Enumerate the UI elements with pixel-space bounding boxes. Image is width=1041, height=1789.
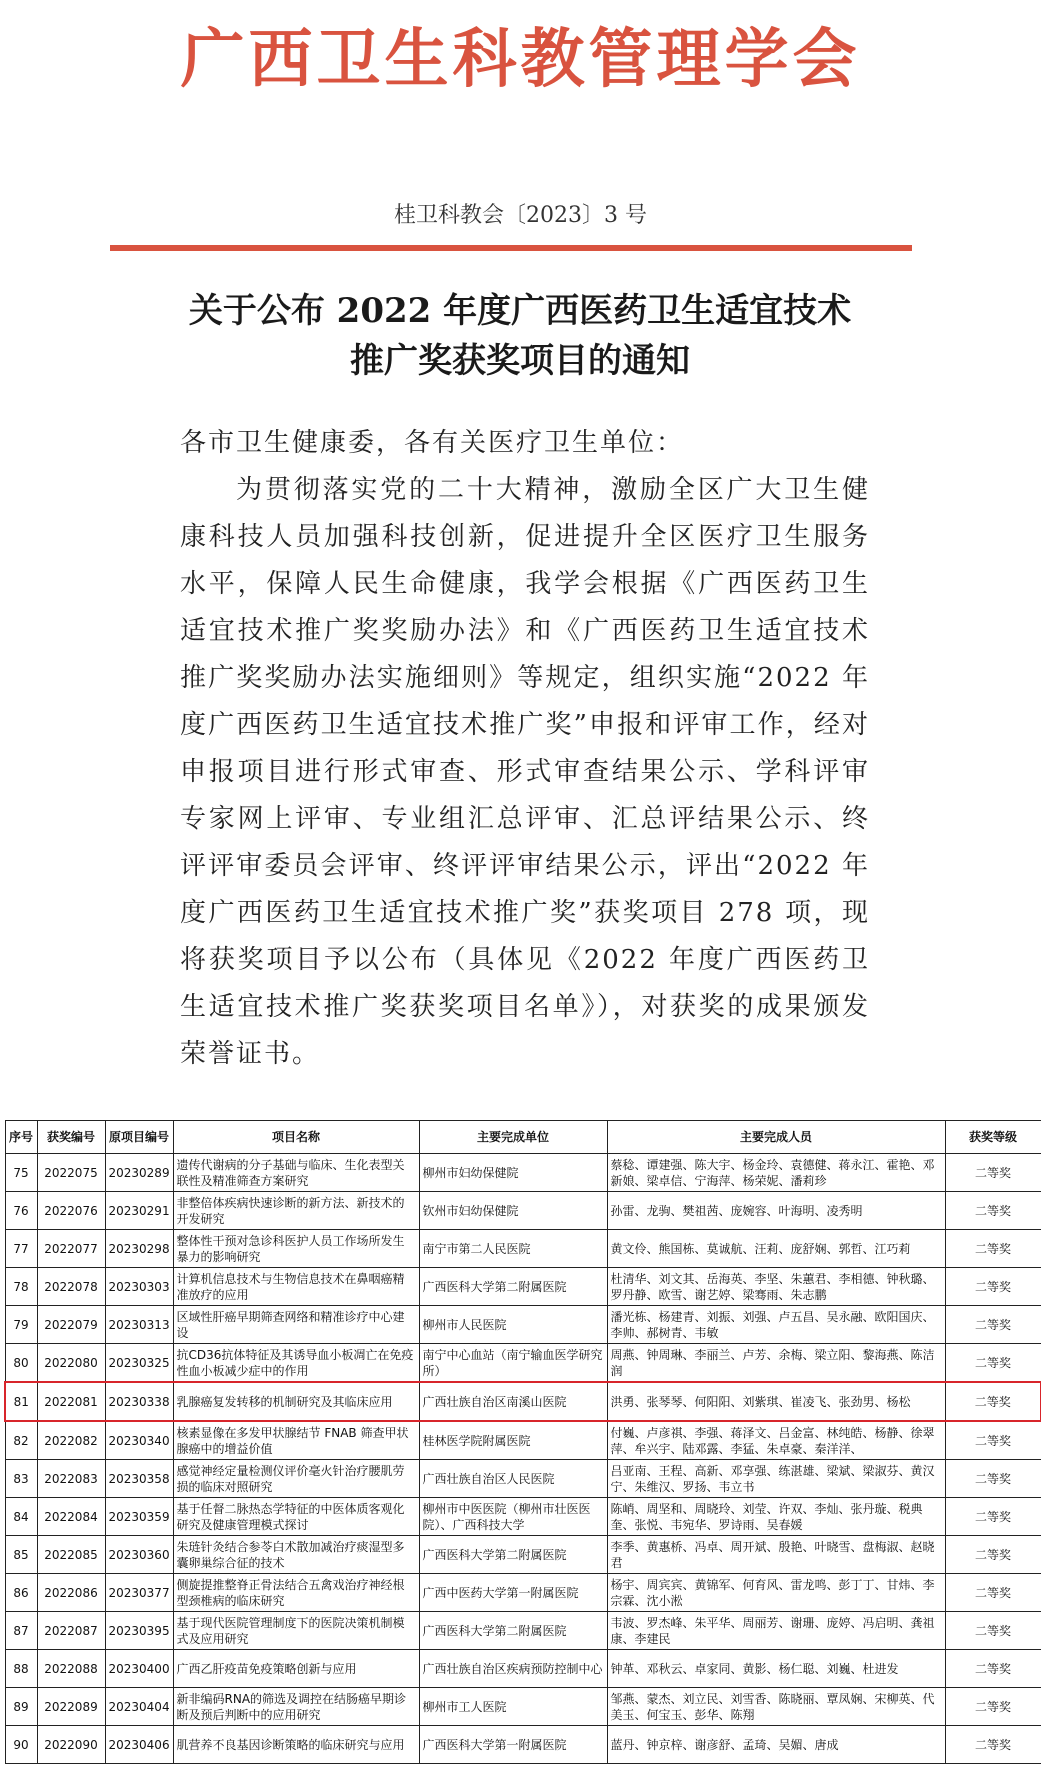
- cell-seq: 77: [5, 1230, 37, 1268]
- table-row: [5, 1192, 1041, 1230]
- cell-people: 吕亚南、王程、高新、邓享强、练湛雄、梁斌、梁淑芬、黄汉宁、朱维汉、罗扬、韦立书: [607, 1460, 945, 1498]
- cell-people: 蓝丹、钟京梓、谢彦舒、孟琦、吴媚、唐成: [607, 1726, 945, 1764]
- cell-people: 洪勇、张琴琴、何阳阳、刘紫琪、崔凌飞、张劲男、杨松: [607, 1382, 945, 1421]
- cell-award-no: 2022086: [37, 1574, 105, 1612]
- cell-orig-no: 20230289: [105, 1154, 173, 1192]
- cell-orig-no: 20230404: [105, 1688, 173, 1726]
- cell-orig-no: 20230303: [105, 1268, 173, 1306]
- cell-award-no: 2022082: [37, 1421, 105, 1460]
- header-orig-no: 原项目编号: [105, 1121, 173, 1154]
- cell-grade: 二等奖: [945, 1536, 1041, 1574]
- cell-award-no: 2022084: [37, 1498, 105, 1536]
- cell-grade: 二等奖: [945, 1460, 1041, 1498]
- cell-orig-no: 20230359: [105, 1498, 173, 1536]
- cell-unit: 广西医科大学第二附属医院: [419, 1268, 607, 1306]
- cell-people: 陈峭、周坚和、周晓玲、刘莹、许双、李灿、张丹璇、税典奎、张悦、韦宛华、罗诗雨、吴春媛: [607, 1498, 945, 1536]
- header-grade: 获奖等级: [945, 1121, 1041, 1154]
- cell-orig-no: 20230338: [105, 1382, 173, 1421]
- cell-people: 钟革、邓秋云、卓家同、黄影、杨仁聪、刘巍、杜进发: [607, 1650, 945, 1688]
- cell-project-name: 区域性肝癌早期筛查网络和精准诊疗中心建设: [173, 1306, 419, 1344]
- award-table: [4, 1120, 1041, 1764]
- cell-seq: 81: [5, 1382, 37, 1421]
- table-row: [5, 1726, 1041, 1764]
- cell-seq: 83: [5, 1460, 37, 1498]
- cell-unit: 广西医科大学第二附属医院: [419, 1536, 607, 1574]
- cell-seq: 90: [5, 1726, 37, 1764]
- cell-seq: 82: [5, 1421, 37, 1460]
- cell-unit: 广西壮族自治区人民医院: [419, 1460, 607, 1498]
- cell-unit: 柳州市人民医院: [419, 1306, 607, 1344]
- table-row: [5, 1230, 1041, 1268]
- cell-orig-no: 20230395: [105, 1612, 173, 1650]
- title-line-2: 推广奖获奖项目的通知: [350, 341, 690, 381]
- cell-grade: 二等奖: [945, 1650, 1041, 1688]
- cell-grade: 二等奖: [945, 1230, 1041, 1268]
- table-row: [5, 1688, 1041, 1726]
- cell-seq: 79: [5, 1306, 37, 1344]
- cell-award-no: 2022076: [37, 1192, 105, 1230]
- cell-seq: 84: [5, 1498, 37, 1536]
- table-row: [5, 1154, 1041, 1192]
- cell-unit: 柳州市工人医院: [419, 1688, 607, 1726]
- table-row: [5, 1536, 1041, 1574]
- cell-project-name: 肌营养不良基因诊断策略的临床研究与应用: [173, 1726, 419, 1764]
- cell-award-no: 2022088: [37, 1650, 105, 1688]
- salutation: 各市卫生健康委，各有关医疗卫生单位：: [180, 428, 685, 458]
- table-row: [5, 1460, 1041, 1498]
- cell-orig-no: 20230358: [105, 1460, 173, 1498]
- cell-orig-no: 20230406: [105, 1726, 173, 1764]
- cell-grade: 二等奖: [945, 1344, 1041, 1383]
- cell-orig-no: 20230340: [105, 1421, 173, 1460]
- cell-grade: 二等奖: [945, 1498, 1041, 1536]
- cell-project-name: 广西乙肝疫苗免疫策略创新与应用: [173, 1650, 419, 1688]
- cell-award-no: 2022081: [37, 1382, 105, 1421]
- cell-project-name: 整体性干预对急诊科医护人员工作场所发生暴力的影响研究: [173, 1230, 419, 1268]
- cell-orig-no: 20230400: [105, 1650, 173, 1688]
- document-number: 桂卫科教会〔2023〕3 号: [394, 203, 647, 228]
- notice-body: [180, 420, 870, 1078]
- cell-award-no: 2022085: [37, 1536, 105, 1574]
- cell-orig-no: 20230291: [105, 1192, 173, 1230]
- cell-award-no: 2022077: [37, 1230, 105, 1268]
- cell-people: 杨宇、周宾宾、黄锦军、何育风、雷龙鸣、彭丁丁、甘炜、李宗霖、沈小淞: [607, 1574, 945, 1612]
- cell-award-no: 2022079: [37, 1306, 105, 1344]
- table-row: [5, 1306, 1041, 1344]
- cell-people: 黄文伶、熊国栋、莫诚航、汪莉、庞舒娴、郭哲、江巧莉: [607, 1230, 945, 1268]
- table-header-row: [5, 1121, 1041, 1154]
- cell-seq: 88: [5, 1650, 37, 1688]
- cell-unit: 广西医科大学第一附属医院: [419, 1726, 607, 1764]
- title-line-1: 关于公布 2022 年度广西医药卫生适宜技术: [188, 291, 852, 331]
- header-people: 主要完成人员: [607, 1121, 945, 1154]
- cell-people: 潘光栋、杨建青、刘振、刘强、卢五昌、吴永融、欧阳国庆、李帅、郝树青、韦敏: [607, 1306, 945, 1344]
- cell-people: 邹燕、蒙杰、刘立民、刘雪香、陈晓丽、覃凤娴、宋柳英、代美玉、何宝玉、彭华、陈翔: [607, 1688, 945, 1726]
- table-row: [5, 1268, 1041, 1306]
- award-rows: [5, 1154, 1041, 1764]
- table-row: [5, 1574, 1041, 1612]
- cell-project-name: 朱琏针灸结合参苓白术散加减治疗痰湿型多囊卵巢综合征的技术: [173, 1536, 419, 1574]
- cell-unit: 南宁中心血站（南宁输血医学研究所）: [419, 1344, 607, 1383]
- cell-grade: 二等奖: [945, 1154, 1041, 1192]
- cell-project-name: 基于现代医院管理制度下的医院决策机制模式及应用研究: [173, 1612, 419, 1650]
- cell-orig-no: 20230360: [105, 1536, 173, 1574]
- cell-grade: 二等奖: [945, 1421, 1041, 1460]
- cell-unit: 南宁市第二人民医院: [419, 1230, 607, 1268]
- cell-people: 付巍、卢彦祺、李强、蒋泽文、吕金富、林纯皓、杨静、徐翠萍、牟兴宇、陆邓露、李猛、朱卓豪、秦洋洋、: [607, 1421, 945, 1460]
- cell-unit: 桂林医学院附属医院: [419, 1421, 607, 1460]
- cell-people: 孙雷、龙驹、樊祖茜、庞婉容、叶海明、凌秀明: [607, 1192, 945, 1230]
- cell-award-no: 2022083: [37, 1460, 105, 1498]
- cell-seq: 87: [5, 1612, 37, 1650]
- cell-seq: 78: [5, 1268, 37, 1306]
- table-row: [5, 1498, 1041, 1536]
- cell-unit: 广西医科大学第二附属医院: [419, 1612, 607, 1650]
- cell-project-name: 计算机信息技术与生物信息技术在鼻咽癌精准放疗的应用: [173, 1268, 419, 1306]
- cell-unit: 柳州市中医医院（柳州市壮医医院）、广西科技大学: [419, 1498, 607, 1536]
- cell-award-no: 2022087: [37, 1612, 105, 1650]
- cell-orig-no: 20230298: [105, 1230, 173, 1268]
- cell-project-name: 乳腺癌复发转移的机制研究及其临床应用: [173, 1382, 419, 1421]
- cell-grade: 二等奖: [945, 1268, 1041, 1306]
- header-project-name: 项目名称: [173, 1121, 419, 1154]
- cell-people: 周燕、钟周琳、李丽兰、卢芳、余梅、梁立阳、黎海燕、陈洁润: [607, 1344, 945, 1383]
- cell-seq: 85: [5, 1536, 37, 1574]
- cell-people: 杜清华、刘文其、岳海英、李坚、朱蕙君、李相德、钟秋璐、罗丹静、欧雪、谢艺婷、梁骞雨、朱志鹏: [607, 1268, 945, 1306]
- cell-seq: 80: [5, 1344, 37, 1383]
- table-row: [5, 1612, 1041, 1650]
- cell-people: 韦波、罗杰峰、朱平华、周丽芳、谢珊、庞婷、冯启明、龚祖康、李建民: [607, 1612, 945, 1650]
- header-unit: 主要完成单位: [419, 1121, 607, 1154]
- cell-project-name: 非整倍体疾病快速诊断的新方法、新技术的开发研究: [173, 1192, 419, 1230]
- cell-award-no: 2022080: [37, 1344, 105, 1383]
- cell-seq: 76: [5, 1192, 37, 1230]
- cell-grade: 二等奖: [945, 1726, 1041, 1764]
- cell-grade: 二等奖: [945, 1306, 1041, 1344]
- cell-unit: 柳州市妇幼保健院: [419, 1154, 607, 1192]
- table-row: [5, 1421, 1041, 1460]
- cell-project-name: 新非编码RNA的筛选及调控在结肠癌早期诊断及预后判断中的应用研究: [173, 1688, 419, 1726]
- cell-orig-no: 20230377: [105, 1574, 173, 1612]
- cell-unit: 广西壮族自治区南溪山医院: [419, 1382, 607, 1421]
- cell-project-name: 感觉神经定量检测仪评价毫火针治疗腰肌劳损的临床对照研究: [173, 1460, 419, 1498]
- cell-seq: 89: [5, 1688, 37, 1726]
- cell-award-no: 2022089: [37, 1688, 105, 1726]
- cell-unit: 钦州市妇幼保健院: [419, 1192, 607, 1230]
- table-row-highlighted: [5, 1382, 1041, 1421]
- notice-title: [120, 286, 920, 386]
- cell-grade: 二等奖: [945, 1612, 1041, 1650]
- red-divider: [110, 245, 912, 251]
- cell-grade: 二等奖: [945, 1382, 1041, 1421]
- cell-award-no: 2022090: [37, 1726, 105, 1764]
- cell-grade: 二等奖: [945, 1574, 1041, 1612]
- cell-project-name: 抗CD36抗体特征及其诱导血小板凋亡在免疫性血小板减少症中的作用: [173, 1344, 419, 1383]
- cell-grade: 二等奖: [945, 1688, 1041, 1726]
- body-paragraph: 为贯彻落实党的二十大精神，激励全区广大卫生健康科技人员加强科技创新，促进提升全区医疗卫生服务水平，保障人民生命健康，我学会根据《广西医药卫生适宜技术推广奖奖励办法》和《广西医药卫生适宜技术推广奖奖励办法实施细则》等规定，组织实施“2022 年度广西医药卫生适宜技术推广奖”申报和评审工作，经对申报项目进行形式审查、形式审查结果公示、学科评审专家网上评审、专业组汇总评审、汇总评结果公示、终评评审委员会评审、终评评审结果公示，评出“2022 年度广西医药卫生适宜技术推广奖”获奖项目 278 项，现将获奖项目予以公布（具体见《2022 年度广西医药卫生适宜技术推广奖获奖项目名单》），对获奖的成果颁发荣誉证书。: [180, 475, 870, 1069]
- cell-project-name: 基于任督二脉热态学特征的中医体质客观化研究及健康管理模式探讨: [173, 1498, 419, 1536]
- cell-award-no: 2022078: [37, 1268, 105, 1306]
- cell-orig-no: 20230325: [105, 1344, 173, 1383]
- cell-people: 李季、黄惠桥、冯卓、周开斌、殷艳、叶晓雪、盘梅淑、赵晓君: [607, 1536, 945, 1574]
- cell-seq: 86: [5, 1574, 37, 1612]
- header-award-no: 获奖编号: [37, 1121, 105, 1154]
- cell-seq: 75: [5, 1154, 37, 1192]
- cell-orig-no: 20230313: [105, 1306, 173, 1344]
- table-row: [5, 1650, 1041, 1688]
- cell-people: 蔡稔、谭建强、陈大宇、杨金玲、袁德健、蒋永江、霍艳、邓新娘、梁卓信、宁海萍、杨荣妮、潘莉珍: [607, 1154, 945, 1192]
- cell-award-no: 2022075: [37, 1154, 105, 1192]
- table-row: [5, 1344, 1041, 1383]
- cell-unit: 广西壮族自治区疾病预防控制中心: [419, 1650, 607, 1688]
- cell-project-name: 遗传代谢病的分子基础与临床、生化表型关联性及精准筛查方案研究: [173, 1154, 419, 1192]
- cell-project-name: 侧旋提推整脊正骨法结合五禽戏治疗神经根型颈椎病的临床研究: [173, 1574, 419, 1612]
- cell-project-name: 核素显像在多发甲状腺结节 FNAB 筛查甲状腺癌中的增益价值: [173, 1421, 419, 1460]
- header-seq: 序号: [5, 1121, 37, 1154]
- org-name: 广西卫生科教管理学会: [180, 22, 861, 97]
- cell-grade: 二等奖: [945, 1192, 1041, 1230]
- cell-unit: 广西中医药大学第一附属医院: [419, 1574, 607, 1612]
